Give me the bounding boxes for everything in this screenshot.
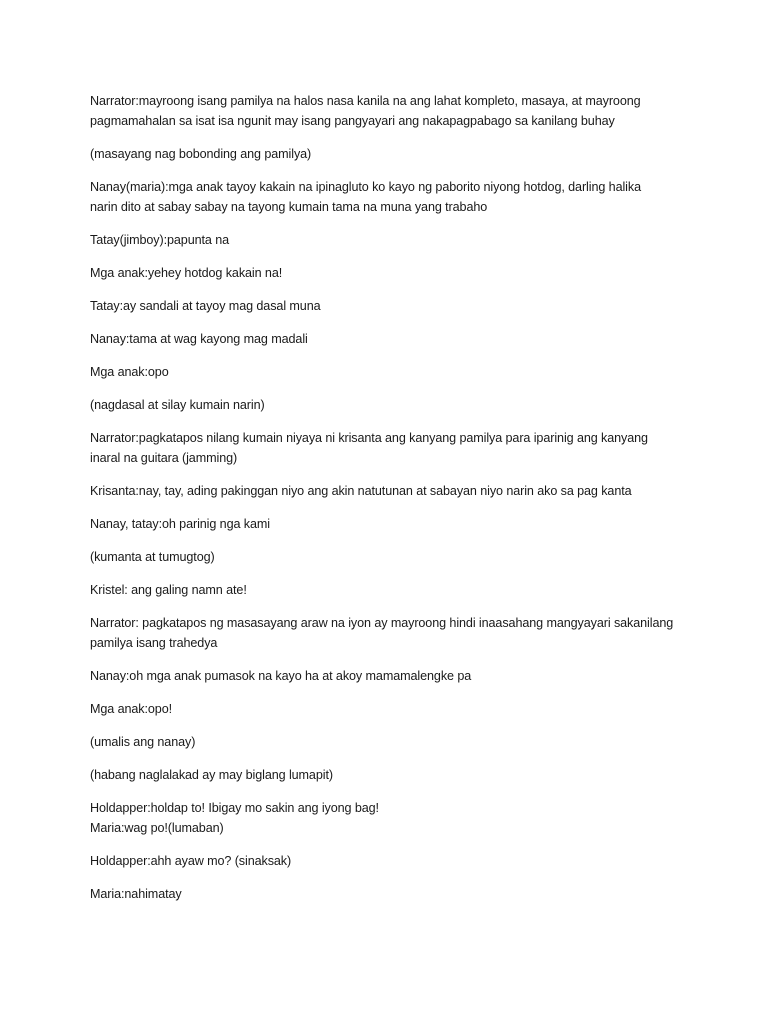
- text-line: Narrator:pagkatapos nilang kumain niyaya ni krisanta ang kanyang pamilya para iparinig ang kanyang: [90, 431, 648, 445]
- text-line: Mga anak:opo: [90, 365, 169, 379]
- text-line: Holdapper:ahh ayaw mo? (sinaksak): [90, 854, 292, 868]
- paragraph: [90, 699, 710, 719]
- text-line: (kumanta at tumugtog): [90, 550, 215, 564]
- text-line: Mga anak:opo!: [90, 702, 173, 716]
- text-line: Nanay:oh mga anak pumasok na kayo ha at akoy mamamalengke pa: [90, 669, 472, 683]
- paragraph: [90, 547, 710, 567]
- paragraph: [90, 851, 710, 871]
- document-page: [90, 91, 710, 917]
- text-line: Tatay(jimboy):papunta na: [90, 233, 230, 247]
- text-line: Maria:wag po!(lumaban): [90, 821, 224, 835]
- paragraph: [90, 884, 710, 904]
- paragraph: [90, 144, 710, 164]
- paragraph: [90, 732, 710, 752]
- text-line: Holdapper:holdap to! Ibigay mo sakin ang iyong bag!: [90, 801, 379, 815]
- paragraph: [90, 329, 710, 349]
- text-line: Narrator: pagkatapos ng masasayang araw na iyon ay mayroong hindi inaasahang mangyayari sakanilang: [90, 616, 674, 630]
- text-line: Maria:nahimatay: [90, 887, 182, 901]
- paragraph: [90, 230, 710, 250]
- paragraph: [90, 613, 710, 653]
- text-line: pamilya isang trahedya: [90, 636, 218, 650]
- text-line: Narrator:mayroong isang pamilya na halos nasa kanila na ang lahat kompleto, masaya, at mayroong: [90, 94, 641, 108]
- text-line: Kristel: ang galing namn ate!: [90, 583, 247, 597]
- paragraph: [90, 580, 710, 600]
- paragraph: [90, 514, 710, 534]
- paragraph: [90, 765, 710, 785]
- text-line: inaral na guitara (jamming): [90, 451, 238, 465]
- paragraph: [90, 798, 710, 838]
- text-line: Tatay:ay sandali at tayoy mag dasal muna: [90, 299, 321, 313]
- paragraph: [90, 296, 710, 316]
- text-line: (masayang nag bobonding ang pamilya): [90, 147, 312, 161]
- text-line: Nanay(maria):mga anak tayoy kakain na ipinagluto ko kayo ng paborito niyong hotdog, darling halika: [90, 180, 641, 194]
- text-line: (nagdasal at silay kumain narin): [90, 398, 265, 412]
- text-line: Nanay:tama at wag kayong mag madali: [90, 332, 308, 346]
- paragraph: [90, 177, 710, 217]
- text-line: Mga anak:yehey hotdog kakain na!: [90, 266, 283, 280]
- text-line: narin dito at sabay sabay na tayong kumain tama na muna yang trabaho: [90, 200, 488, 214]
- text-line: pagmamahalan sa isat isa ngunit may isang pangyayari ang nakapagpabago sa kanilang buhay: [90, 114, 615, 128]
- paragraph: [90, 91, 710, 131]
- text-line: Krisanta:nay, tay, ading pakinggan niyo ang akin natutunan at sabayan niyo narin ako sa pag kanta: [90, 484, 632, 498]
- paragraph: [90, 666, 710, 686]
- text-line: (habang naglalakad ay may biglang lumapit): [90, 768, 333, 782]
- paragraph: [90, 428, 710, 468]
- text-line: Nanay, tatay:oh parinig nga kami: [90, 517, 270, 531]
- text-line: (umalis ang nanay): [90, 735, 196, 749]
- paragraph: [90, 395, 710, 415]
- paragraph: [90, 362, 710, 382]
- paragraph: [90, 263, 710, 283]
- paragraph: [90, 481, 710, 501]
